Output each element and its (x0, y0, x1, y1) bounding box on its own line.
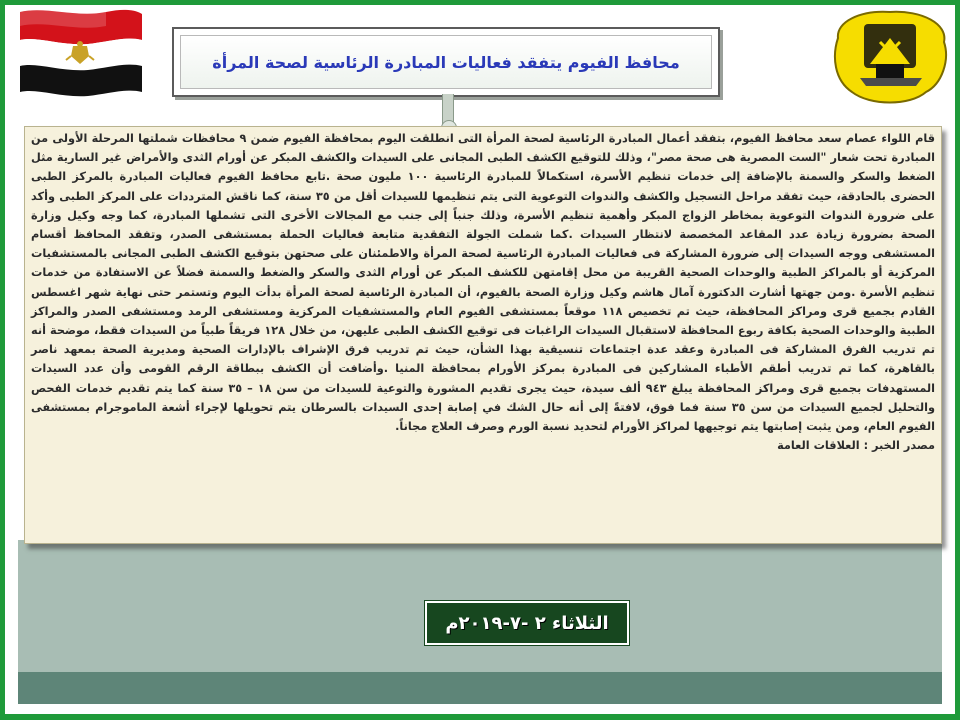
date-badge (425, 601, 629, 645)
date-text: الثلاثاء ٢ -٧-٢٠١٩م (445, 612, 609, 634)
page-frame-bottom (0, 714, 960, 720)
headline-title: محافظ الفيوم يتفقد فعاليات المبادرة الرئاسية لصحة المرأة (212, 52, 680, 72)
page-frame-top (0, 0, 960, 5)
background-strip (18, 672, 942, 704)
headline-box (172, 27, 720, 97)
page-frame-left (0, 0, 5, 720)
fayoum-governorate-logo-icon (830, 8, 952, 108)
egypt-flag-icon (16, 6, 146, 98)
page-frame-right (955, 0, 960, 720)
article-panel (24, 126, 942, 544)
article-source: مصدر الخبر : العلاقات العامة (777, 439, 935, 453)
article-body: قام اللواء عصام سعد محافظ الفيوم، بتفقد أعمال المبادرة الرئاسية لصحة المرأة التى انطلقت اليوم بمحافظة الفيوم ضمن ٩ محافظات شملتها المرحلة الأولى من المبادرة تحت شعار "الست المصرية هى صحة مصر"، وذلك للتوقيع الكشف الطبى المجانى على السيدات والكشف المبكر عن أورام الثدى والأمراض غير السارية مثل الضغط والسكر والسمنة بالإضافة إلى خدمات تنظيم الأسرة، استكمالاً للمبادرة الرئاسية ١٠٠ مليون صحة .تابع محافظ الفيوم فعاليات المبادرة بالمركز الطبى الحضرى بالحادقة، حيث تفقد مراحل التسجيل والكشف والندوات التوعوية التى يتم تنظيمها للسيدات أقل من ٣٥ سنة، كما ناقش المترددات على المركز الطبى وأكد على ضرورة الندوات التوعوية بمخاطر الزواج المبكر وأهمية تنظيم الأسرة، وذلك جنباً إلى جنب مع المجالات الأخرى التى تشملها المبادرة، كما وجه وكيل وزارة الصحة بضرورة زيادة عدد المقاعد المخصصة لانتظار السيدات .كما شملت الجولة التفقدية متابعة فعاليات الحملة بمستشفى الصدر، وتفقد المحافظ أقسام المستشفى ووجه السيدات إلى ضرورة المشاركة فى فعاليات المبادرة الرئاسية لصحة المرأة والاطمئنان على صحتهن بتوقيع الكشف الطبى المجانى بالمستشفيات المركزية أو بالمراكز الطبية والوحدات الصحية القريبة من محل إقامتهن للكشف المبكر عن أورام الثدى والسكر والضغط والسمنة فضلاً عن الاستفادة من خدمات تنظيم الأسرة .ومن جهتها أشارت الدكتورة آمال هاشم وكيل وزارة الصحة بالفيوم، أن المبادرة الرئاسية لصحة المرأة بدأت اليوم وتستمر حتى نهاية شهر اغسطس القادم بجميع قرى ومراكز المحافظة، حيث تم تخصيص ١١٨ موقعاً بمستشفى الفيوم العام والمستشفيات المركزية ومستشفى الرمد ومستشفى الصدر والمراكز الطبية والوحدات الصحية بكافة ربوع المحافظة لاستقبال السيدات الراغبات فى توقيع الكشف الطبى عليهن، من خلال ١٢٨ فريقاً طبياً من السيدات فقط، موضحة أنه تم تدريب الفرق المشاركة فى المبادرة وعقد عدة اجتماعات تنسيقية بهذا الشأن، حيث تم تدريب فرق الإشراف بالإدارات الصحية ومديرية الصحة بمعهد ناصر بالقاهرة، كما تم تدريب أطقم الأطباء المشاركين فى المبادرة بمركز الأورام بمحافظة المنيا .وأضافت أن الكشف ببطاقة الرقم القومى وأن عدد السيدات المستهدفات بجميع قرى ومراكز المحافظة يبلغ ٩٤٣ ألف سيدة، حيث يجرى تقديم المشورة والتوعية للسيدات من سن ١٨ – ٣٥ سنة كما يتم تقديم خدمات الفحص والتحليل لجميع السيدات من سن ٣٥ سنة فما فوق، لافتةً إلى أنه حال الشك في إصابة إحدى السيدات بالسرطان يتم تحويلها لإجراء أشعة الماموجرام بمستشفى الفيوم العام، ومن يثبت إصابتها يتم توجيهها لمراكز الأورام لتحديد نسبة الورم وصرف العلاج مجاناً. (31, 132, 936, 434)
headline-inner (180, 35, 712, 89)
